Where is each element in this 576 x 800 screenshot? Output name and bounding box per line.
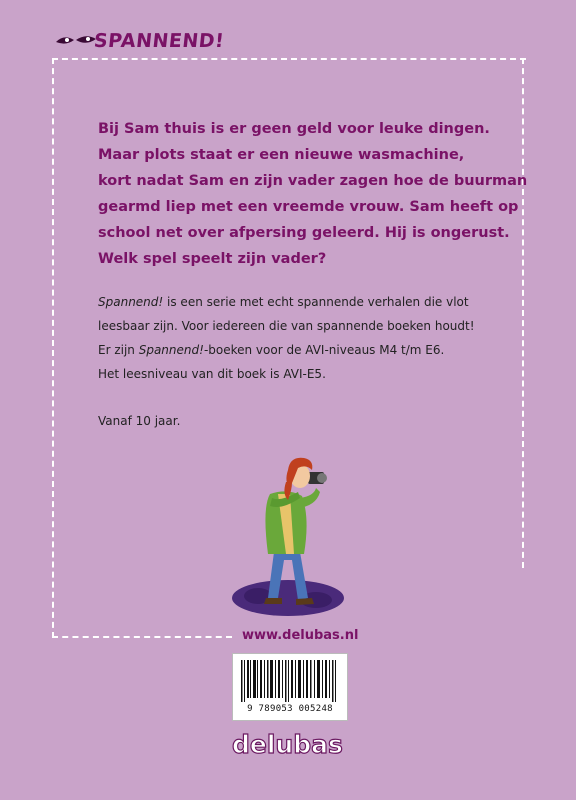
info-line: Er zijn Spannend!-boeken voor de AVI-niveaus M4 t/m E6. bbox=[98, 343, 445, 357]
series-logo bbox=[54, 30, 224, 52]
isbn-number: 9 789053 005248 bbox=[247, 704, 333, 714]
info-line: Spannend! is een serie met echt spannende verhalen die vlot bbox=[98, 295, 469, 309]
publisher-logo bbox=[232, 730, 343, 759]
blurb-line: Maar plots staat er een nieuwe wasmachine, bbox=[98, 147, 465, 163]
blurb-line: Bij Sam thuis is er geen geld voor leuke dingen. bbox=[98, 121, 490, 137]
dashed-frame-bottom bbox=[52, 636, 232, 638]
publisher-website[interactable]: www.delubas.nl bbox=[242, 628, 359, 643]
blurb-line: Welk spel speelt zijn vader? bbox=[98, 251, 327, 267]
series-info bbox=[98, 290, 498, 386]
barcode-bars bbox=[241, 660, 339, 702]
series-name: Spannend! bbox=[98, 295, 164, 309]
series-logo-text: SPANNEND! bbox=[92, 30, 226, 52]
isbn-barcode bbox=[232, 653, 348, 721]
blurb-line: school net over afpersing geleerd. Hij is ongerust. bbox=[98, 225, 510, 241]
dashed-frame-right bbox=[522, 58, 524, 568]
blurb-line: gearmd liep met een vreemde vrouw. Sam heeft op bbox=[98, 199, 519, 215]
blurb-line: kort nadat Sam en zijn vader zagen hoe de buurman bbox=[98, 173, 528, 189]
info-line: Het leesniveau van dit boek is AVI-E5. bbox=[98, 367, 326, 381]
eyes-icon bbox=[54, 33, 98, 49]
series-name: Spannend! bbox=[138, 343, 204, 357]
boy-with-camera-illustration bbox=[228, 448, 348, 624]
age-recommendation: Vanaf 10 jaar. bbox=[98, 414, 181, 428]
publisher-logo-text: delubas bbox=[232, 730, 343, 759]
back-cover-blurb bbox=[98, 116, 528, 272]
info-line: leesbaar zijn. Voor iedereen die van spannende boeken houdt! bbox=[98, 319, 475, 333]
